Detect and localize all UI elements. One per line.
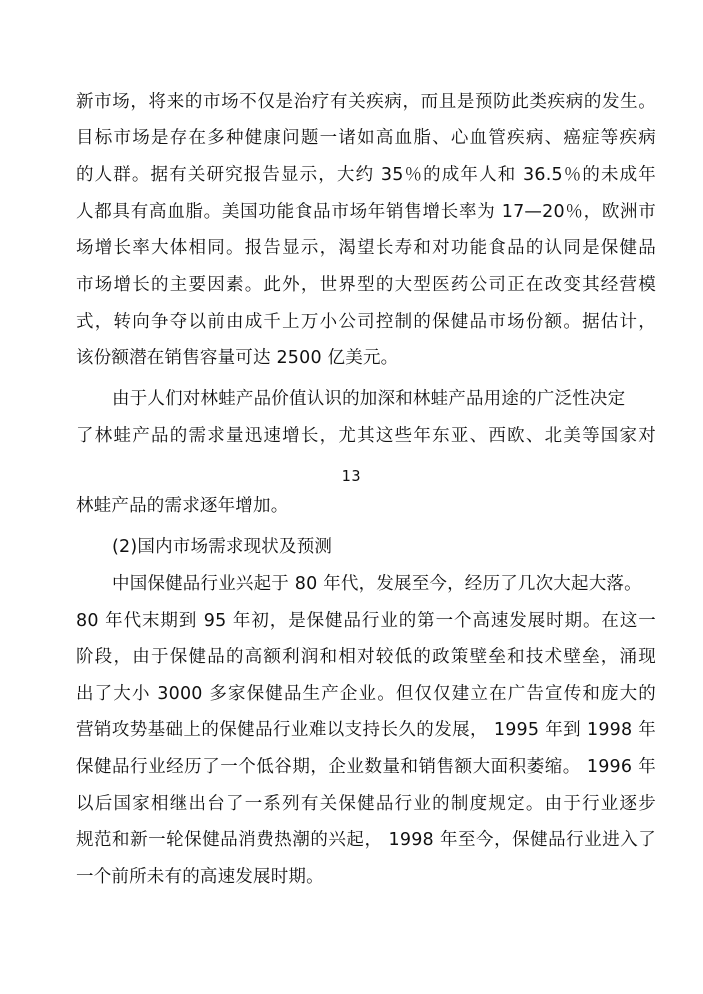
paragraph-1-line-6: 市场增长的主要因素。此外，世界型的大型医药公司正在改变其经营模: [76, 275, 656, 295]
paragraph-1-line-2: 目标市场是存在多种健康问题一诸如高血脂、心血管疾病、癌症等疾病: [76, 128, 656, 148]
paragraph-2-line-3: 林蛙产品的需求逐年增加。: [76, 496, 289, 516]
paragraph-1-line-7: 式，转向争夺以前由成千上万小公司控制的保健品市场份额。据估计，: [76, 312, 656, 332]
paragraph-1-line-3: 的人群。据有关研究报告显示，大约 35％的成年人和 36.5％的未成年: [76, 165, 656, 185]
paragraph-3-line-3: 阶段，由于保健品的高额利润和相对较低的政策壁垒和技术壁垒，涌现: [76, 647, 656, 667]
paragraph-3-line-7: 以后国家相继出台了一系列有关保健品行业的制度规定。由于行业逐步: [76, 794, 656, 814]
section-heading: (2)国内市场需求现状及预测: [112, 537, 333, 557]
paragraph-1-line-4: 人都具有高血脂。美国功能食品市场年销售增长率为 17—20％，欧洲市: [76, 202, 656, 222]
paragraph-2-line-1: 由于人们对林蛙产品价值认识的加深和林蛙产品用途的广泛性决定: [112, 389, 626, 409]
paragraph-3-line-6: 保健品行业经历了一个低谷期，企业数量和销售额大面积萎缩。 1996 年: [76, 757, 656, 777]
paragraph-1-line-8: 该份额潜在销售容量可达 2500 亿美元。: [76, 348, 399, 368]
paragraph-3-line-9: 一个前所未有的高速发展时期。: [76, 867, 324, 887]
paragraph-3-line-5: 营销攻势基础上的保健品行业难以支持长久的发展， 1995 年到 1998 年: [76, 720, 656, 740]
paragraph-1-line-1: 新市场，将来的市场不仅是治疗有关疾病，而且是预防此类疾病的发生。: [76, 92, 656, 112]
paragraph-2-line-2: 了林蛙产品的需求量迅速增长，尤其这些年东亚、西欧、北美等国家对: [76, 426, 656, 446]
page-number: 13: [341, 467, 362, 485]
paragraph-3-line-4: 出了大小 3000 多家保健品生产企业。但仅仅建立在广告宣传和庞大的: [76, 684, 656, 704]
paragraph-3-line-8: 规范和新一轮保健品消费热潮的兴起， 1998 年至今，保健品行业进入了: [76, 830, 656, 850]
paragraph-3-line-1: 中国保健品行业兴起于 80 年代，发展至今，经历了几次大起大落。: [112, 574, 642, 594]
paragraph-1-line-5: 场增长率大体相同。报告显示，渴望长寿和对功能食品的认同是保健品: [76, 238, 656, 258]
paragraph-3-line-2: 80 年代末期到 95 年初，是保健品行业的第一个高速发展时期。在这一: [76, 611, 656, 631]
